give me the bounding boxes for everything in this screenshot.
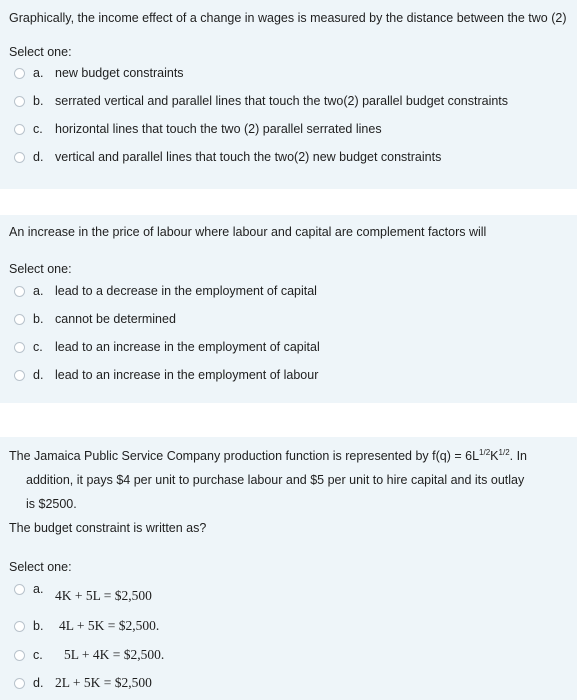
option-text: lead to a decrease in the employment of capital	[55, 284, 317, 298]
option-letter: b.	[33, 94, 44, 108]
question-3-text-start: The Jamaica Public Service Company production function is represented by f(q) = 6L	[9, 449, 480, 463]
option-text: horizontal lines that touch the two (2) parallel serrated lines	[55, 122, 382, 136]
select-one-label: Select one:	[9, 45, 72, 59]
radio-button[interactable]	[14, 286, 25, 297]
radio-button[interactable]	[14, 621, 25, 632]
q2-option-d[interactable]	[14, 365, 318, 385]
radio-button[interactable]	[14, 96, 25, 107]
option-letter: c.	[33, 648, 43, 662]
radio-button[interactable]	[14, 584, 25, 595]
question-3-line-3: is $2500.	[26, 497, 77, 511]
select-one-label: Select one:	[9, 560, 72, 574]
option-text: lead to an increase in the employment of capital	[55, 340, 320, 354]
radio-button[interactable]	[14, 314, 25, 325]
q3-option-c[interactable]	[14, 645, 164, 665]
option-text: 4L + 5K = $2,500.	[59, 618, 160, 633]
option-text: vertical and parallel lines that touch the two(2) new budget constraints	[55, 150, 442, 164]
q2-option-c[interactable]	[14, 337, 320, 357]
radio-button[interactable]	[14, 650, 25, 661]
option-letter: c.	[33, 340, 43, 354]
exponent: 1/2	[498, 447, 510, 457]
option-letter: a.	[33, 66, 44, 80]
capital-symbol: K	[490, 449, 499, 463]
option-letter: d.	[33, 150, 44, 164]
q1-option-a[interactable]	[14, 63, 184, 83]
question-1-text: Graphically, the income effect of a change in wages is measured by the distance between the two (2)	[9, 11, 567, 25]
option-text: 4K + 5L = $2,500	[55, 588, 152, 603]
q3-option-d[interactable]	[14, 673, 152, 693]
exponent: 1/2	[479, 447, 491, 457]
option-text: 2L + 5K = $2,500	[55, 675, 152, 690]
option-letter: a.	[33, 284, 44, 298]
option-letter: d.	[33, 676, 44, 690]
radio-button[interactable]	[14, 678, 25, 689]
radio-button[interactable]	[14, 68, 25, 79]
q2-option-b[interactable]	[14, 309, 176, 329]
option-letter: c.	[33, 122, 43, 136]
radio-button[interactable]	[14, 342, 25, 353]
select-one-label: Select one:	[9, 262, 72, 276]
question-3	[0, 437, 577, 700]
option-text: lead to an increase in the employment of labour	[55, 368, 319, 382]
question-2	[0, 215, 577, 403]
option-letter: b.	[33, 619, 44, 633]
option-text: serrated vertical and parallel lines that touch the two(2) parallel budget constraints	[55, 94, 509, 108]
q3-option-a[interactable]	[14, 581, 152, 609]
radio-button[interactable]	[14, 370, 25, 381]
radio-button[interactable]	[14, 152, 25, 163]
option-text: cannot be determined	[55, 312, 176, 326]
radio-button[interactable]	[14, 124, 25, 135]
question-3-line-2: addition, it pays $4 per unit to purchase labour and $5 per unit to hire capital and its outlay	[26, 473, 525, 487]
q3-option-b[interactable]	[14, 616, 159, 636]
option-letter: b.	[33, 312, 44, 326]
question-1	[0, 0, 577, 189]
question-3-text-end: . In	[509, 449, 528, 463]
option-text: new budget constraints	[55, 66, 184, 80]
q2-option-a[interactable]	[14, 281, 317, 301]
q1-option-d[interactable]	[14, 147, 441, 167]
question-2-text: An increase in the price of labour where labour and capital are complement factors will	[9, 225, 487, 239]
question-3-line-1	[9, 448, 527, 464]
q1-option-c[interactable]	[14, 119, 382, 139]
option-text: 5L + 4K = $2,500.	[64, 647, 165, 662]
question-3-line-4: The budget constraint is written as?	[9, 521, 207, 535]
q1-option-b[interactable]	[14, 91, 508, 111]
option-letter: a.	[33, 582, 44, 596]
option-letter: d.	[33, 368, 44, 382]
